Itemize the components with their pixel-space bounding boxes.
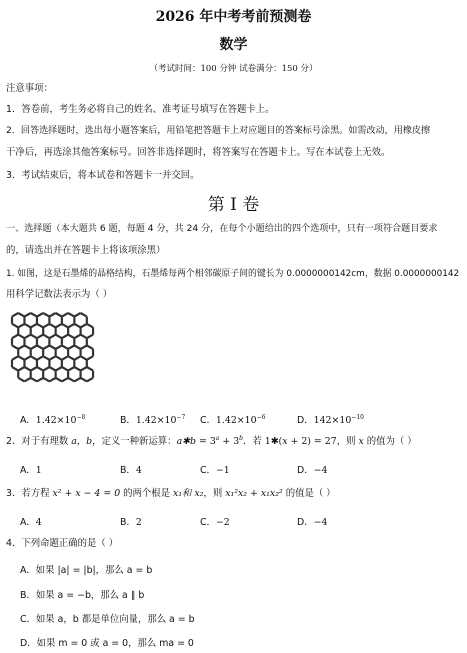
q2-option-a[interactable]: A．1 (20, 465, 42, 476)
q3-stem: 3．若方程 x² + x − 4 = 0 的两个根是 x₁和 x₂，则 x₁²x₂ + x₁x₂² 的值是（ ） (6, 488, 336, 499)
q1-option-a[interactable] (20, 412, 85, 426)
option-value: 1.42×10 (35, 415, 77, 426)
subject-title: 数学 (219, 37, 248, 53)
q2-option-b[interactable]: B．4 (120, 465, 142, 476)
section-heading-cont: 的，请选出并在答题卡上将该项涂黑） (6, 245, 166, 256)
option-value: 142×10 (313, 415, 352, 426)
q3-option-a[interactable]: A．4 (20, 517, 42, 528)
q3-option-d[interactable]: D．−4 (297, 517, 328, 528)
notice-heading: 注意事项： (6, 83, 53, 94)
notice-item-3: 3．考试结束后，将本试卷和答题卡一并交回。 (6, 170, 200, 181)
notice-item-2: 2．回答选择题时，选出每小题答案后，用铅笔把答题卡上对应题目的答案标号涂黑。如需改动，用橡皮擦 (6, 126, 431, 136)
part-title: 第 I 卷 (207, 195, 260, 215)
option-label: B． (120, 415, 136, 426)
lattice-bonds (12, 313, 93, 381)
option-value: 1.42×10 (215, 415, 257, 426)
q3-option-c[interactable]: C．−2 (200, 517, 230, 528)
q4-option-a[interactable]: A．如果 |a| = |b|，那么 a = b (20, 565, 153, 576)
q1-stem-cont: 用科学记数法表示为（ ） (6, 289, 113, 300)
notice-item-2-cont: 干净后，再选涂其他答案标号。回答非选择题时，将答案写在答题卡上。写在本试卷上无效。 (6, 147, 391, 158)
q4-option-d[interactable]: D．如果 m = 0 或 a = 0，那么 ma = 0 (20, 638, 194, 649)
option-exponent: −10 (351, 413, 364, 421)
section-heading: 一、选择题（本大题共 6 题，每题 4 分，共 24 分，在每个小题给出的四个选项中，只有一项符合题目要求 (6, 224, 438, 234)
q3-option-b[interactable]: B．2 (120, 517, 142, 528)
q1-option-d[interactable] (297, 412, 364, 426)
option-exponent: −6 (256, 413, 266, 421)
option-exponent: −7 (176, 413, 186, 421)
option-label: C． (200, 415, 216, 426)
option-label: D． (297, 415, 314, 426)
option-exponent: −8 (76, 413, 86, 421)
q4-stem: 4．下列命题正确的是（ ） (6, 538, 119, 549)
q2-stem: 2．对于有理数 a，b，定义一种新运算：a✱b = $3^a + 3^b$．若 1✱(x + 2) = 27，则 x 的值为（ ） (6, 434, 417, 447)
q1-stem: 1. 如图，这是石墨烯的晶格结构，石墨烯每两个相邻碳原子间的键长为 0.0000000142cm，数据 0.0000000142 (6, 269, 460, 279)
q1-option-b[interactable] (120, 412, 185, 426)
notice-item-1: 1．答卷前，考生务必将自己的姓名、准考证号填写在答题卡上。 (6, 104, 275, 115)
exam-title: 2026 年中考考前预测卷 (155, 9, 312, 25)
q2-option-c[interactable]: C．−1 (200, 465, 230, 476)
option-value: 1.42×10 (135, 415, 177, 426)
q1-option-c[interactable] (200, 412, 265, 426)
q4-option-b[interactable]: B．如果 a = −b，那么 a ∥ b (20, 590, 145, 601)
exam-info: （考试时间：100 分钟 试卷满分：150 分） (149, 64, 318, 74)
q2-option-d[interactable]: D．−4 (297, 465, 328, 476)
option-label: A． (20, 415, 36, 426)
q4-option-c[interactable]: C．如果 a，b 都是单位向量，那么 a = b (20, 614, 195, 625)
graphene-lattice-icon (5, 305, 135, 403)
